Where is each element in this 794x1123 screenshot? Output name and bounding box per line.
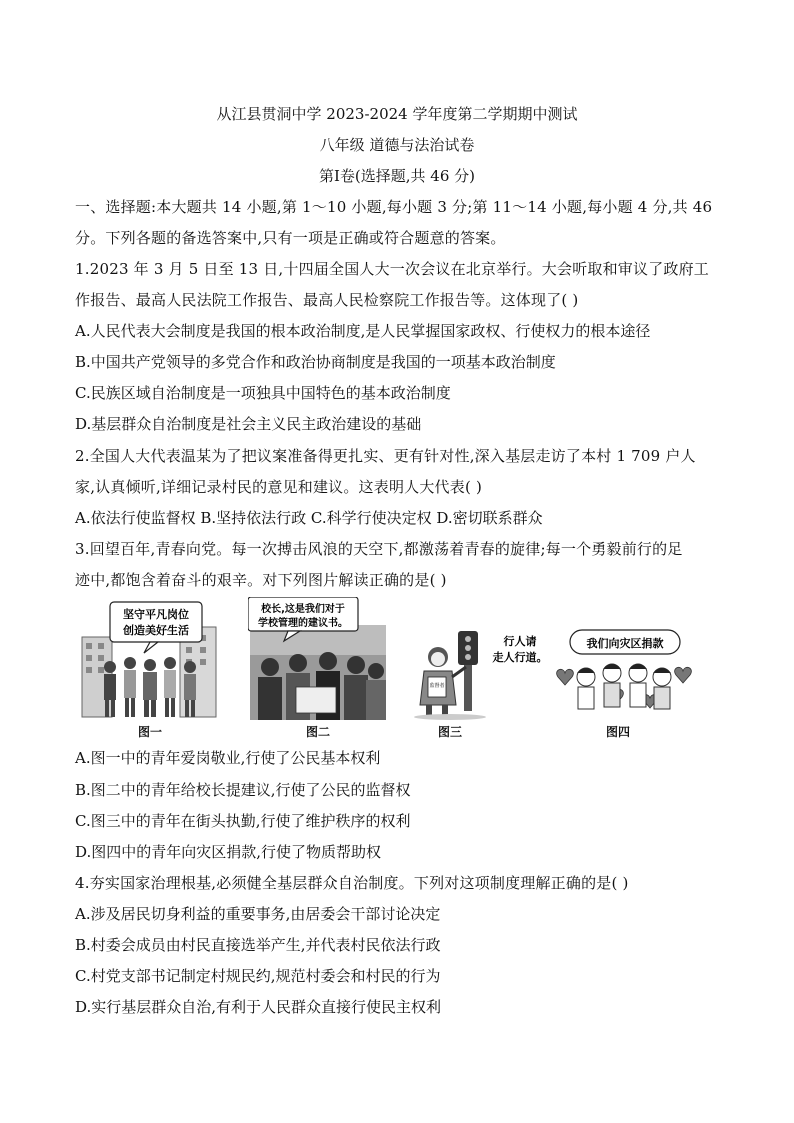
figure-3-bubble-line2: 走人行道。 [492,651,548,664]
q1-option-d: D.基层群众自治制度是社会主义民主政治建设的基础 [75,415,422,433]
q3-option-b: B.图二中的青年给校长提建议,行使了公民的监督权 [75,781,411,799]
figure-3-caption: 图三 [437,725,462,739]
figure-4-illustration [548,597,698,722]
figure-4 [548,597,698,739]
q1-stem-line2: 作报告、最高人民法院工作报告、最高人民检察院工作报告等。这体现了( ) [75,291,579,309]
figure-2-illustration [248,597,388,722]
q3-option-a: A.图一中的青年爱岗敬业,行使了公民基本权利 [75,749,381,767]
figure-3-bubble-line1: 行人请 [503,635,537,648]
exam-subtitle: 八年级 道德与法治试卷 [319,136,475,154]
q4-option-a: A.涉及居民切身利益的重要事务,由居委会干部讨论决定 [75,905,441,923]
q1-option-a: A.人民代表大会制度是我国的根本政治制度,是人民掌握国家政权、行使权力的根本途径 [75,322,651,340]
exam-title: 从江县贯洞中学 2023-2024 学年度第二学期期中测试 [216,105,578,123]
q1-option-b: B.中国共产党领导的多党合作和政治协商制度是我国的一项基本政治制度 [75,353,556,371]
q1-option-c: C.民族区域自治制度是一项独具中国特色的基本政治制度 [75,384,451,402]
q2-stem-line2: 家,认真倾听,详细记录村民的意见和建议。这表明人大代表( ) [75,478,483,496]
figure-2 [248,597,388,739]
q2-options: A.依法行使监督权 B.坚持依法行政 C.科学行使决定权 D.密切联系群众 [75,509,543,527]
q2-stem-line1: 2.全国人大代表温某为了把议案准备得更扎实、更有针对性,深入基层走访了本村 1 709 户人 [75,447,696,465]
figure-2-caption: 图二 [305,725,330,739]
figure-4-caption: 图四 [605,725,630,739]
q4-option-d: D.实行基层群众自治,有利于人民群众直接行使民主权利 [75,998,442,1016]
figure-3 [410,597,550,739]
figure-4-bubble: 我们向灾区捐款 [586,637,664,650]
q4-option-c: C.村党支部书记制定村规民约,规范村委会和村民的行为 [75,967,441,985]
volume-heading: 第Ⅰ卷(选择题,共 46 分) [318,167,476,185]
q3-stem-line1: 3.回望百年,青春向党。每一次搏击风浪的天空下,都激荡着青春的旋律;每一个勇毅前行的足 [75,540,683,558]
q4-stem: 4.夯实国家治理根基,必须健全基层群众自治制度。下列对这项制度理解正确的是( ) [75,874,629,892]
figure-1-bubble-line1: 坚守平凡岗位 [123,608,189,621]
section-instructions-line1: 一、选择题:本大题共 14 小题,第 1～10 小题,每小题 3 分;第 11～14 小题,每小题 4 分,共 46 [75,198,713,216]
figure-3-vest-sign: 监督者 [429,683,445,689]
figure-1-illustration [80,597,220,722]
figure-1-bubble-line2: 创造美好生活 [123,624,189,637]
figure-3-illustration [410,597,550,722]
section-instructions-line2: 分。下列各题的备选答案中,只有一项是正确或符合题意的答案。 [75,229,506,247]
figure-1 [80,597,220,739]
figure-2-bubble-line2: 学校管理的建议书。 [258,618,348,629]
q4-option-b: B.村委会成员由村民直接选举产生,并代表村民依法行政 [75,936,441,954]
figure-1-caption: 图一 [137,725,162,739]
figure-2-bubble-line1: 校长,这是我们对于 [261,604,345,615]
q3-option-d: D.图四中的青年向灾区捐款,行使了物质帮助权 [75,843,382,861]
q3-figures [100,597,700,742]
q3-stem-line2: 迹中,都饱含着奋斗的艰辛。对下列图片解读正确的是( ) [75,571,447,589]
q1-stem-line1: 1.2023 年 3 月 5 日至 13 日,十四届全国人大一次会议在北京举行。大会听取和审议了政府工 [75,260,710,278]
q3-option-c: C.图三中的青年在街头执勤,行使了维护秩序的权利 [75,812,411,830]
